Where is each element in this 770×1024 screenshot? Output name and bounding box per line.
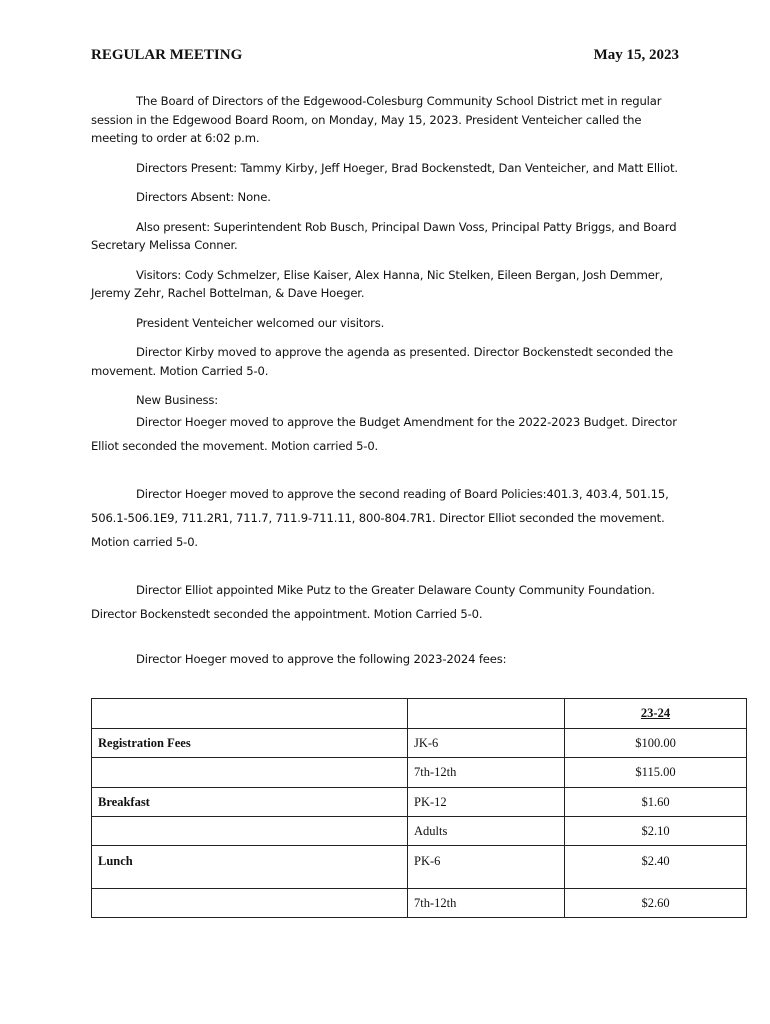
minutes-body xyxy=(91,92,681,679)
table-cell xyxy=(92,699,408,729)
amount-cell: $115.00 xyxy=(565,758,747,788)
amount-cell: $1.60 xyxy=(565,788,747,817)
group-cell: PK-6 xyxy=(408,846,565,889)
category-cell: Breakfast xyxy=(92,788,408,817)
group-cell: JK-6 xyxy=(408,729,565,758)
also-present-paragraph: Also present: Superintendent Rob Busch, Principal Dawn Voss, Principal Patty Briggs, and Board Secretary Melissa Conner. xyxy=(91,219,677,252)
meeting-date: May 15, 2023 xyxy=(593,47,679,63)
amount-cell: $100.00 xyxy=(565,729,747,758)
table-row xyxy=(92,846,747,889)
board-policies-paragraph: Director Hoeger moved to approve the second reading of Board Policies:401.3, 403.4, 501.15, 506.1-506.1E9, 711.2R1, 711.7, 711.9-711.11, 800-804.7R1. Director Elliot seconded the movement. Motion carried 5-0. xyxy=(91,486,669,549)
group-cell: 7th-12th xyxy=(408,889,565,918)
year-header: 23-24 xyxy=(640,706,671,720)
table-cell xyxy=(408,699,565,729)
agenda-motion-paragraph: Director Kirby moved to approve the agenda as presented. Director Bockenstedt seconded the movement. Motion Carried 5-0. xyxy=(91,345,674,378)
table-row xyxy=(92,729,747,758)
budget-amendment-paragraph: Director Hoeger moved to approve the Budget Amendment for the 2022-2023 Budget. Director Elliot seconded the movement. Motion carried 5-0. xyxy=(91,414,677,453)
category-cell: Lunch xyxy=(92,846,408,889)
new-business-heading: New Business: xyxy=(136,393,219,407)
fees-motion-paragraph: Director Hoeger moved to approve the following 2023-2024 fees: xyxy=(136,651,507,666)
category-cell xyxy=(92,758,408,788)
category-cell: Registration Fees xyxy=(92,729,408,758)
table-row xyxy=(92,817,747,846)
amount-cell: $2.40 xyxy=(565,846,747,889)
meeting-title: REGULAR MEETING xyxy=(91,47,243,63)
directors-absent-paragraph: Directors Absent: None. xyxy=(136,190,271,204)
appointment-paragraph: Director Elliot appointed Mike Putz to the Greater Delaware County Community Foundation. Director Bockenstedt seconded the appointment. Motion Carried 5-0. xyxy=(91,582,655,621)
group-cell: 7th-12th xyxy=(408,758,565,788)
group-cell: Adults xyxy=(408,817,565,846)
table-header-row xyxy=(92,699,747,729)
amount-cell: $2.10 xyxy=(565,817,747,846)
table-row xyxy=(92,788,747,817)
group-cell: PK-12 xyxy=(408,788,565,817)
fees-table xyxy=(91,698,747,918)
welcome-paragraph: President Venteicher welcomed our visitors. xyxy=(136,315,385,330)
directors-present-paragraph: Directors Present: Tammy Kirby, Jeff Hoeger, Brad Bockenstedt, Dan Venteicher, and Matt Elliot. xyxy=(136,160,678,175)
amount-cell: $2.60 xyxy=(565,889,747,918)
table-row xyxy=(92,758,747,788)
category-cell xyxy=(92,817,408,846)
visitors-paragraph: Visitors: Cody Schmelzer, Elise Kaiser, Alex Hanna, Nic Stelken, Eileen Bergan, Josh Demmer, Jeremy Zehr, Rachel Bottelman, & Dave Hoeger. xyxy=(91,267,663,300)
table-row xyxy=(92,889,747,918)
category-cell xyxy=(92,889,408,918)
year-header-cell xyxy=(565,699,747,729)
call-to-order-paragraph: The Board of Directors of the Edgewood-Colesburg Community School District met in regular session in the Edgewood Board Room, on Monday, May 15, 2023. President Venteicher called the meeting to order at 6:02 p.m. xyxy=(91,94,662,145)
